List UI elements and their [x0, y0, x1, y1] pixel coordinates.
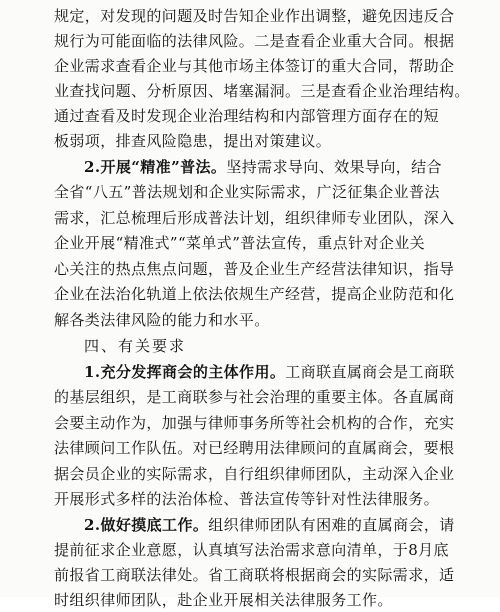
- text-line: 企业开展“精准式”“菜单式”普法宣传，重点针对企业关: [54, 234, 426, 252]
- text-line: 心关注的热点焦点问题，普及企业生产经营法律知识，指导: [54, 260, 455, 278]
- text-line: 企业在法治化轨道上依法依规生产经营，提高企业防范和化: [54, 285, 455, 303]
- text-line: 会要主动作为，加强与律师事务所等社会机构的合作，充实: [54, 414, 455, 432]
- text-line: 解各类法律风险的能力和水平。: [54, 311, 270, 329]
- text-line: 通过查看及时发现企业治理结构和内部管理方面存在的短: [54, 107, 440, 125]
- subheading-chamber-role: 1.充分发挥商会的主体作用。: [84, 363, 286, 381]
- text-line: 时组织律师团队，赴企业开展相关法律服务工作。: [54, 591, 393, 609]
- paragraph-2b-line: 2.做好摸底工作。组织律师团队有困难的直属商会，请: [84, 516, 455, 534]
- section-heading-requirements: 四、有关要求: [84, 337, 187, 355]
- text-line: 前报省工商联法律处。省工商联将根据商会的实际需求，适: [54, 566, 455, 584]
- text-line: 的基层组织，是工商联参与社会治理的重要主体。各直属商: [54, 388, 455, 406]
- subheading-precise-legal-education: 2.开展“精准”普法。: [84, 158, 227, 176]
- paragraph-1-line: 1.充分发挥商会的主体作用。工商联直属商会是工商联: [84, 363, 455, 381]
- text-line: 全省“八五”普法规划和企业实际需求，广泛征集企业普法: [54, 183, 440, 201]
- text-line: 板弱项，排查风险隐患，提出对策建议。: [54, 132, 332, 150]
- text-line: 提前征求企业意愿，认真填写法治需求意向清单，于8月底: [54, 541, 449, 559]
- text-line: 开展形式多样的法治体检、普法宣传等针对性法律服务。: [54, 490, 440, 508]
- text-line: 规行为可能面临的法律风险。二是查看企业重大合同。根据: [54, 32, 455, 50]
- text-line: 据会员企业的实际需求，自行组织律师团队，主动深入企业: [54, 465, 455, 483]
- text-line: 法律顾问工作队伍。对已经聘用法律顾问的直属商会，要根: [54, 439, 455, 457]
- paragraph-2-line: 2.开展“精准”普法。坚持需求导向、效果导向，结合: [84, 158, 442, 176]
- text-line: 业查找问题、分析原因、堵塞漏洞。三是查看企业治理结构。: [54, 82, 470, 100]
- text-line: 企业需求查看企业与其他市场主体签订的重大合同，帮助企: [54, 57, 455, 75]
- subheading-survey-work: 2.做好摸底工作。: [84, 516, 209, 534]
- text-line: 规定，对发现的问题及时告知企业作出调整，避免因违反合: [54, 7, 455, 25]
- text-line: 需求，汇总梳理后形成普法计划，组织律师专业团队，深入: [54, 209, 455, 227]
